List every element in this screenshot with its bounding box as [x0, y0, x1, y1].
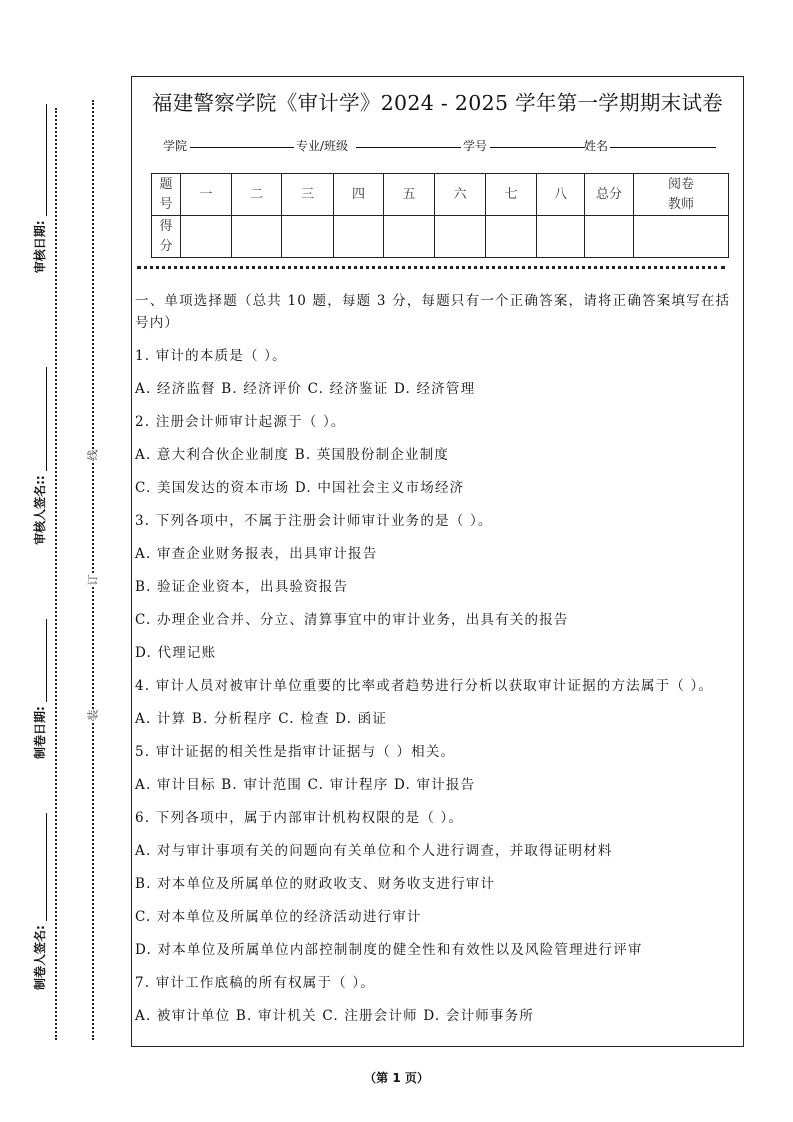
section-heading: 一、单项选择题（总共 10 题，每题 3 分，每题只有一个正确答案，请将正确答案填写在括号内） — [135, 293, 731, 331]
student-id-field[interactable] — [490, 137, 585, 148]
score-cell[interactable] — [537, 216, 585, 258]
options: A. 计算 B. 分析程序 C. 检查 D. 函证 — [135, 711, 388, 727]
option: D. 代理记账 — [135, 645, 217, 661]
option: C. 办理企业合并、分立、清算事宜中的审计业务，出具有关的报告 — [135, 612, 569, 628]
preparation-date-label: 制卷日期: — [33, 706, 47, 759]
question: 5. 审计证据的相关性是指审计证据与（ ）相关。 — [135, 744, 456, 760]
question-number-header: 题 号 — [152, 174, 181, 216]
name-field[interactable] — [610, 137, 716, 148]
column-header: 八 — [537, 174, 585, 216]
binding-char-bind: 装 — [86, 709, 100, 721]
gutter-dotted-line — [55, 108, 57, 1040]
exam-title: 福建警察学院《审计学》2024 - 2025 学年第一学期期末试卷 — [151, 91, 724, 115]
binding-char-line: 线 — [86, 449, 100, 461]
preparation-date-field[interactable] — [45, 619, 47, 702]
options: A. 经济监督 B. 经济评价 C. 经济鉴证 D. 经济管理 — [135, 381, 476, 397]
question: 6. 下列各项中，属于内部审计机构权限的是（ ）。 — [135, 810, 464, 826]
binding-gutter-signatures — [30, 100, 48, 1000]
score-row-label: 得 分 — [152, 216, 181, 258]
option: B. 验证企业资本，出具验资报告 — [135, 579, 349, 595]
form-label-name: 姓名 — [584, 139, 609, 153]
column-header: 一 — [181, 174, 232, 216]
review-date-field[interactable] — [45, 104, 47, 216]
question: 7. 审计工作底稿的所有权属于（ ）。 — [135, 975, 376, 991]
college-field[interactable] — [190, 137, 294, 148]
total-score-cell[interactable] — [585, 216, 634, 258]
review-date-label: 审核日期: — [33, 220, 47, 274]
reviewer-signature-field[interactable] — [45, 367, 47, 471]
grader-cell[interactable] — [634, 216, 729, 258]
page-number: （第 1 页） — [364, 1071, 429, 1085]
question: 1. 审计的本质是（ ）。 — [135, 348, 287, 364]
section-single-choice — [135, 290, 735, 1027]
column-header: 四 — [334, 174, 384, 216]
reviewer-signature-label: 审核人签名:: — [33, 475, 47, 545]
dotted-separator — [137, 266, 725, 269]
column-header: 六 — [435, 174, 486, 216]
column-header: 二 — [232, 174, 282, 216]
option: A. 对与审计事项有关的问题向有关单位和个人进行调查，并取得证明材料 — [135, 843, 613, 859]
option: A. 审查企业财务报表，出具审计报告 — [135, 546, 378, 562]
score-cell[interactable] — [486, 216, 537, 258]
question: 3. 下列各项中，不属于注册会计师审计业务的是（ ）。 — [135, 513, 493, 529]
question: 2. 注册会计师审计起源于（ ）。 — [135, 414, 346, 430]
binding-char-order: 订 — [86, 574, 100, 586]
grader-header: 阅卷 教师 — [634, 174, 729, 216]
options: A. 意大利合伙企业制度 B. 英国股份制企业制度 — [135, 447, 450, 463]
preparer-signature-label: 制卷人签名: — [33, 925, 47, 990]
options: C. 美国发达的资本市场 D. 中国社会主义市场经济 — [135, 480, 465, 496]
preparer-signature-field[interactable] — [45, 813, 47, 921]
form-label-college: 学院 — [163, 139, 188, 153]
score-cell[interactable] — [181, 216, 232, 258]
score-cell[interactable] — [384, 216, 435, 258]
score-cell[interactable] — [435, 216, 486, 258]
score-table — [151, 173, 729, 258]
options: A. 被审计单位 B. 审计机关 C. 注册会计师 D. 会计师事务所 — [135, 1008, 535, 1024]
form-label-student-id: 学号 — [463, 139, 488, 153]
question: 4. 审计人员对被审计单位重要的比率或者趋势进行分析以获取审计证据的方法属于（ ）。 — [135, 678, 714, 694]
major-class-field[interactable] — [356, 137, 461, 148]
option: C. 对本单位及所属单位的经济活动进行审计 — [135, 909, 422, 925]
options: A. 审计目标 B. 审计范围 C. 审计程序 D. 审计报告 — [135, 777, 476, 793]
option: D. 对本单位及所属单位内部控制制度的健全性和有效性以及风险管理进行评审 — [135, 942, 643, 958]
column-header: 七 — [486, 174, 537, 216]
binding-dotted-line — [92, 100, 94, 1040]
score-cell[interactable] — [282, 216, 334, 258]
column-header: 三 — [282, 174, 334, 216]
score-cell[interactable] — [334, 216, 384, 258]
column-header: 五 — [384, 174, 435, 216]
score-cell[interactable] — [232, 216, 282, 258]
total-score-header: 总分 — [585, 174, 634, 216]
form-label-major-class: 专业/班级 — [296, 139, 349, 153]
option: B. 对本单位及所属单位的财政收支、财务收支进行审计 — [135, 876, 496, 892]
